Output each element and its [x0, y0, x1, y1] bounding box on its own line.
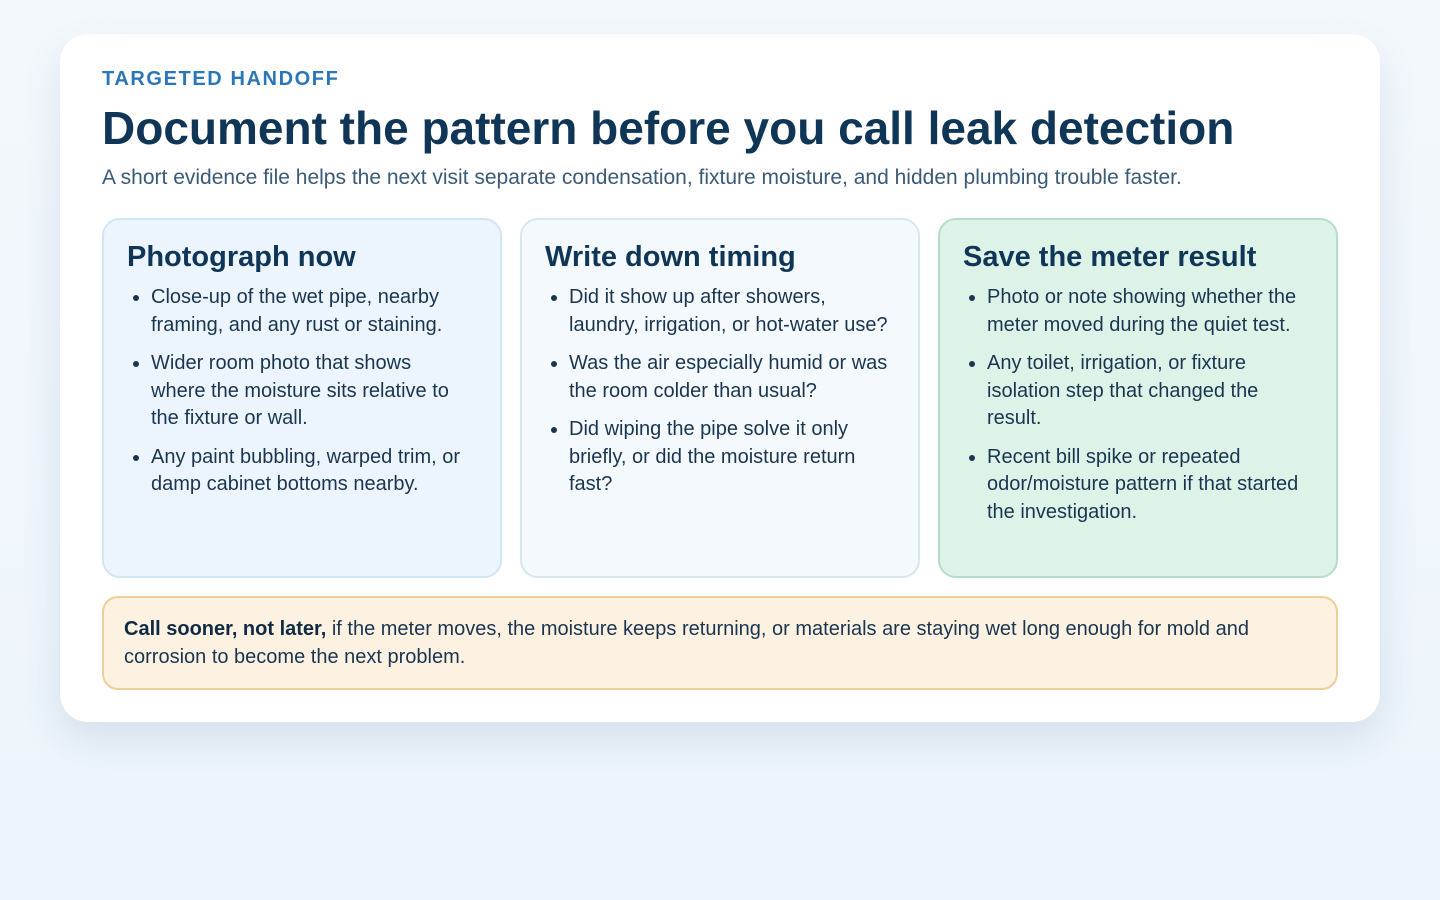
- panel-list: [963, 284, 1314, 526]
- list-item: • Was the air especially humid or was the room colder than usual?: [569, 350, 896, 405]
- list-item: • Any toilet, irrigation, or fixture isolation step that changed the result.: [987, 350, 1314, 433]
- callout-lead: Call sooner, not later,: [124, 618, 327, 640]
- list-item: • Photo or note showing whether the meter moved during the quiet test.: [987, 284, 1314, 339]
- panel-list: [127, 284, 478, 499]
- callout-text: if the meter moves, the moisture keeps returning, or materials are staying wet long enough for mold and corrosion to become the next problem.: [124, 618, 1249, 668]
- panel-title: Save the meter result: [963, 241, 1257, 273]
- checklist-columns: [102, 218, 1338, 578]
- call-sooner-callout: [102, 596, 1338, 690]
- list-item: • Wider room photo that shows where the moisture sits relative to the fixture or wall.: [151, 350, 478, 433]
- list-item: • Close-up of the wet pipe, nearby framing, and any rust or staining.: [151, 284, 478, 339]
- save-meter-result-panel: [938, 218, 1338, 578]
- list-item: • Recent bill spike or repeated odor/moisture pattern if that started the investigation.: [987, 444, 1314, 527]
- panel-title: Write down timing: [545, 241, 796, 273]
- eyebrow-label: TARGETED HANDOFF: [102, 68, 340, 90]
- panel-list: [545, 284, 896, 499]
- page-title: Document the pattern before you call leak detection: [102, 102, 1235, 154]
- write-down-timing-panel: [520, 218, 920, 578]
- list-item: • Did wiping the pipe solve it only briefly, or did the moisture return fast?: [569, 416, 896, 499]
- list-item: • Did it show up after showers, laundry, irrigation, or hot-water use?: [569, 284, 896, 339]
- panel-title: Photograph now: [127, 241, 356, 273]
- list-item: • Any paint bubbling, warped trim, or damp cabinet bottoms nearby.: [151, 444, 478, 499]
- handoff-card: [60, 34, 1380, 722]
- photograph-now-panel: [102, 218, 502, 578]
- page-subtitle: A short evidence file helps the next visit separate condensation, fixture moisture, and hidden plumbing trouble faster.: [102, 166, 1182, 189]
